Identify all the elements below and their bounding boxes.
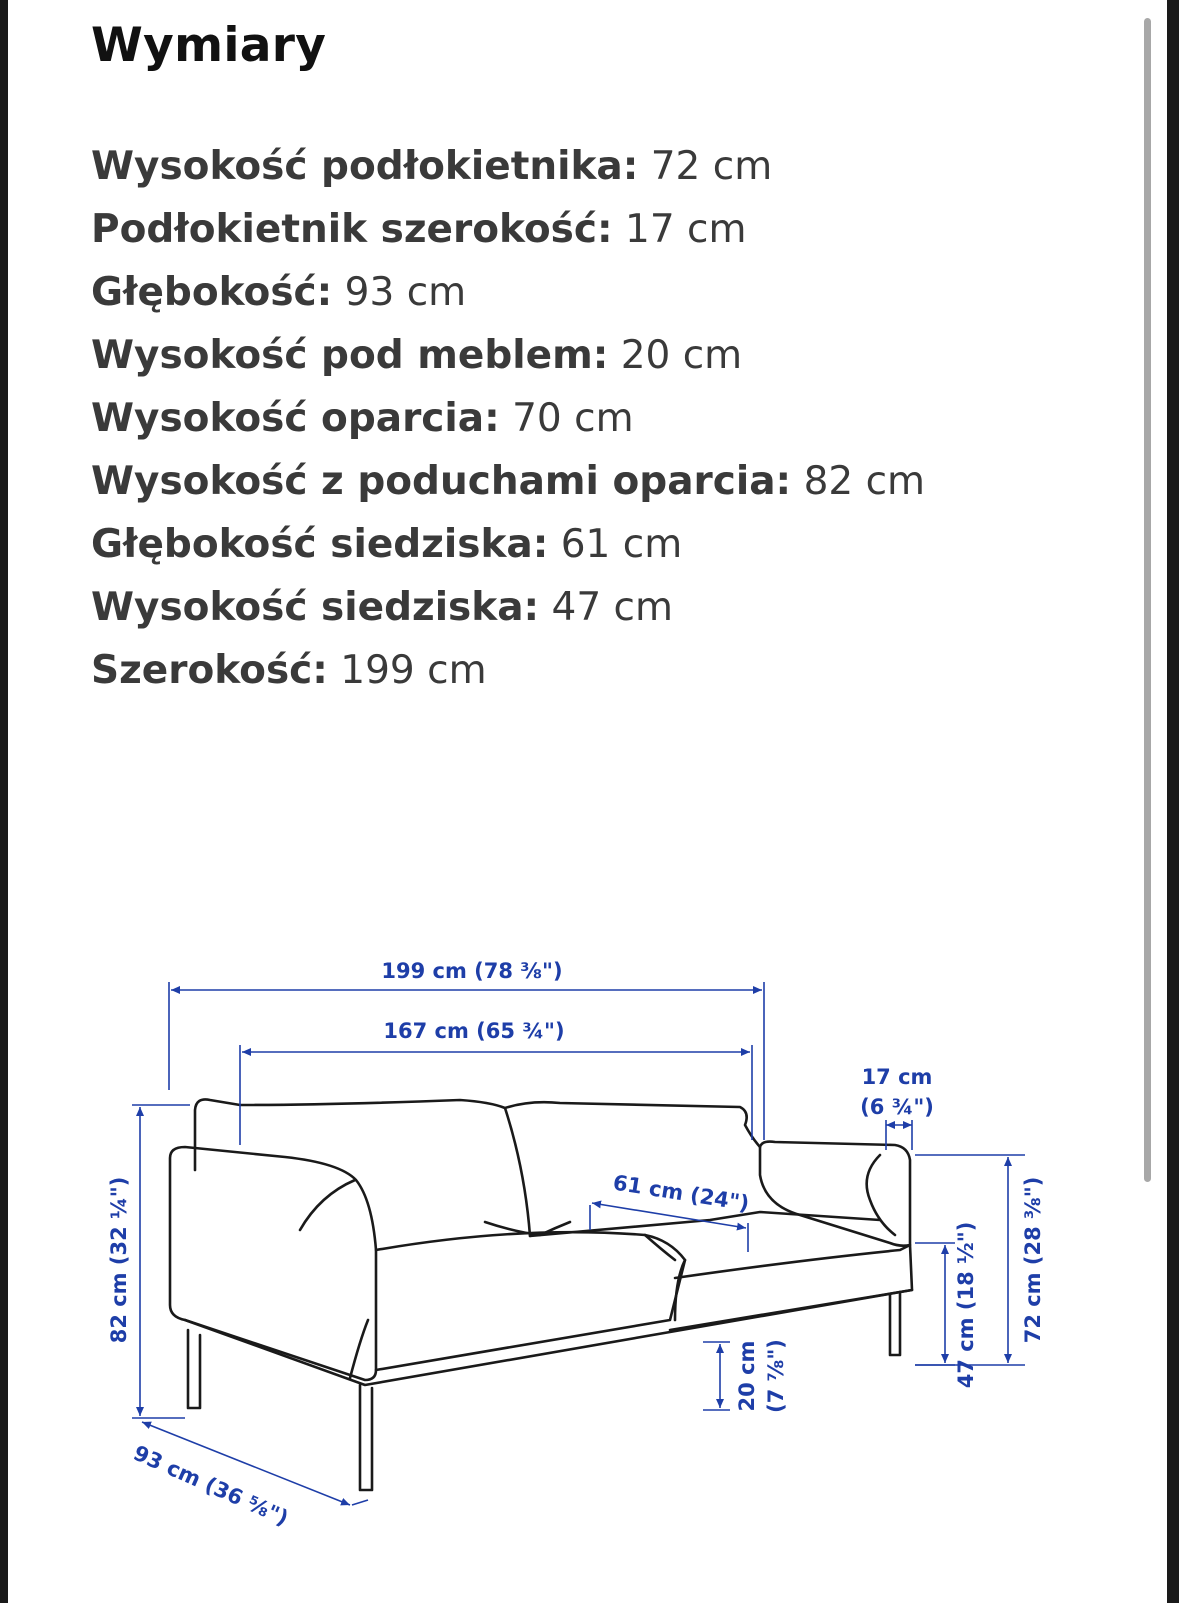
spec-label: Wysokość z poduchami oparcia:	[91, 459, 792, 504]
spec-label: Wysokość podłokietnika:	[91, 144, 639, 189]
sofa-left-front-leg	[188, 1330, 200, 1408]
page-title: Wymiary	[91, 18, 327, 73]
spec-value: 199 cm	[340, 648, 487, 693]
spec-seat-height	[91, 576, 925, 639]
spec-seat-depth	[91, 513, 925, 576]
spec-label: Wysokość pod meblem:	[91, 333, 609, 378]
sofa-dimension-diagram	[100, 960, 1090, 1560]
sofa-right-seat	[670, 1245, 912, 1330]
spec-height-under-furniture	[91, 324, 925, 387]
sofa-right-front-leg	[890, 1292, 900, 1355]
scrollbar[interactable]	[1144, 18, 1151, 1182]
spec-label: Podłokietnik szerokość:	[91, 207, 613, 252]
label-total-width: 199 cm (78 ⅜")	[381, 960, 563, 983]
sofa-center-front-leg	[360, 1385, 372, 1490]
spec-value: 47 cm	[551, 585, 673, 630]
sofa-drawing	[170, 1099, 912, 1490]
spec-height-with-back-cushions	[91, 450, 925, 513]
label-depth: 93 cm (36 ⅝")	[129, 1440, 292, 1531]
window-frame-right	[1167, 0, 1179, 1603]
sofa-left-arm-curve	[300, 1180, 355, 1230]
spec-backrest-height	[91, 387, 925, 450]
label-back-height: 82 cm (32 ¼")	[107, 1176, 131, 1344]
spec-value: 20 cm	[620, 333, 743, 378]
spec-value: 70 cm	[512, 396, 634, 441]
spec-value: 17 cm	[625, 207, 747, 252]
spec-armrest-height	[91, 135, 925, 198]
label-seat-depth: 61 cm (24")	[611, 1170, 751, 1216]
label-armrest-width-in: (6 ¾")	[860, 1095, 934, 1119]
sofa-back-outline	[195, 1099, 760, 1170]
spec-value: 93 cm	[344, 270, 467, 315]
label-under-height-cm: 20 cm	[735, 1340, 759, 1412]
label-inner-width: 167 cm (65 ¾")	[383, 1019, 565, 1043]
spec-armrest-width	[91, 198, 925, 261]
sofa-right-arm-curve	[867, 1155, 895, 1235]
window-frame-left	[0, 0, 8, 1603]
label-armrest-height: 72 cm (28 ⅜")	[1021, 1176, 1045, 1344]
spec-label: Wysokość oparcia:	[91, 396, 500, 441]
spec-value: 72 cm	[650, 144, 773, 189]
spec-label: Wysokość siedziska:	[91, 585, 540, 630]
spec-label: Głębokość:	[91, 270, 333, 315]
label-armrest-width-cm: 17 cm	[861, 1065, 933, 1089]
spec-label: Szerokość:	[91, 648, 328, 693]
sofa-base-frame	[185, 1290, 912, 1385]
label-seat-height: 47 cm (18 ½")	[954, 1221, 978, 1389]
sofa-back-cushion-divider	[505, 1108, 530, 1236]
sofa-left-arm-inner	[350, 1320, 368, 1378]
spec-depth	[91, 261, 925, 324]
spec-label: Głębokość siedziska:	[91, 522, 549, 567]
spec-width	[91, 639, 925, 702]
sofa-seat-front	[376, 1232, 685, 1370]
spec-value: 61 cm	[560, 522, 683, 567]
spec-list	[91, 135, 925, 702]
label-under-height-in: (7 ⅞")	[764, 1339, 788, 1413]
spec-value: 82 cm	[803, 459, 926, 504]
